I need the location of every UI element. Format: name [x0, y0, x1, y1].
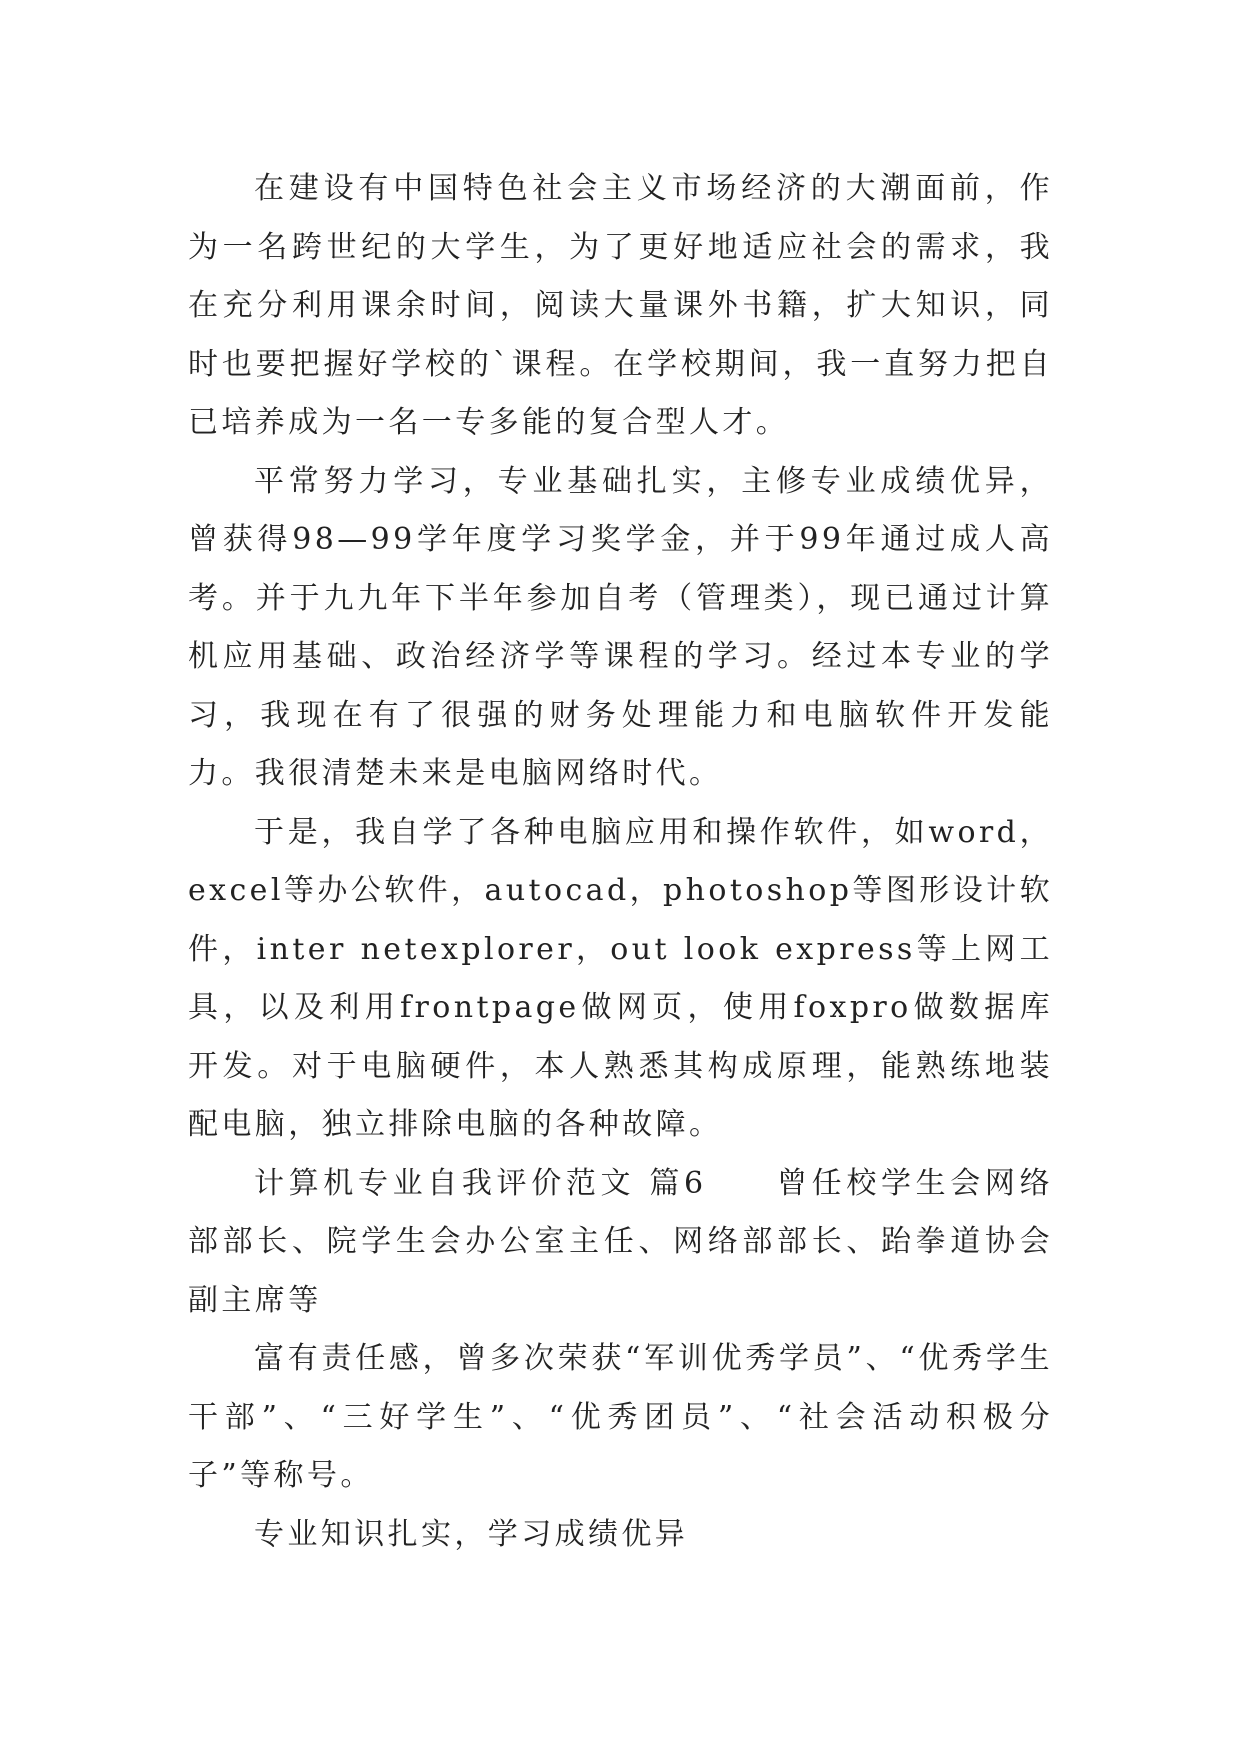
document-body — [188, 160, 1053, 1564]
paragraph-1: 在建设有中国特色社会主义市场经济的大潮面前，作为一名跨世纪的大学生，为了更好地适应社会的需求，我在充分利用课余时间，阅读大量课外书籍，扩大知识，同时也要把握好学校的`课程。在学校期间，我一直努力把自已培养成为一名一专多能的复合型人才。 — [188, 171, 1053, 440]
paragraph-5: 富有责任感，曾多次荣获“军训优秀学员”、“优秀学生干部”、“三好学生”、“优秀团员”、“社会活动积极分子”等称号。 — [188, 1341, 1053, 1493]
paragraph-6: 专业知识扎实，学习成绩优异 — [254, 1516, 689, 1552]
paragraph-3: 于是，我自学了各种电脑应用和操作软件，如word，excel等办公软件，autocad，photoshop等图形设计软件，inter netexplorer，out look express等上网工具，以及利用frontpage做网页，使用foxpro做数据库开发。对于电脑硬件，本人熟悉其构成原理，能熟练地装配电脑，独立排除电脑的各种故障。 — [188, 814, 1053, 1142]
paragraph-2: 平常努力学习，专业基础扎实，主修专业成绩优异，曾获得98—99学年度学习奖学金，并于99年通过成人高考。并于九九年下半年参加自考（管理类），现已通过计算机应用基础、政治经济学等课程的学习。经过本专业的学习，我现在有了很强的财务处理能力和电脑软件开发能力。我很清楚未来是电脑网络时代。 — [188, 463, 1053, 791]
paragraph-4: 计算机专业自我评价范文 篇6 曾任校学生会网络部部长、院学生会办公室主任、网络部部长、跆拳道协会副主席等 — [188, 1165, 1053, 1318]
